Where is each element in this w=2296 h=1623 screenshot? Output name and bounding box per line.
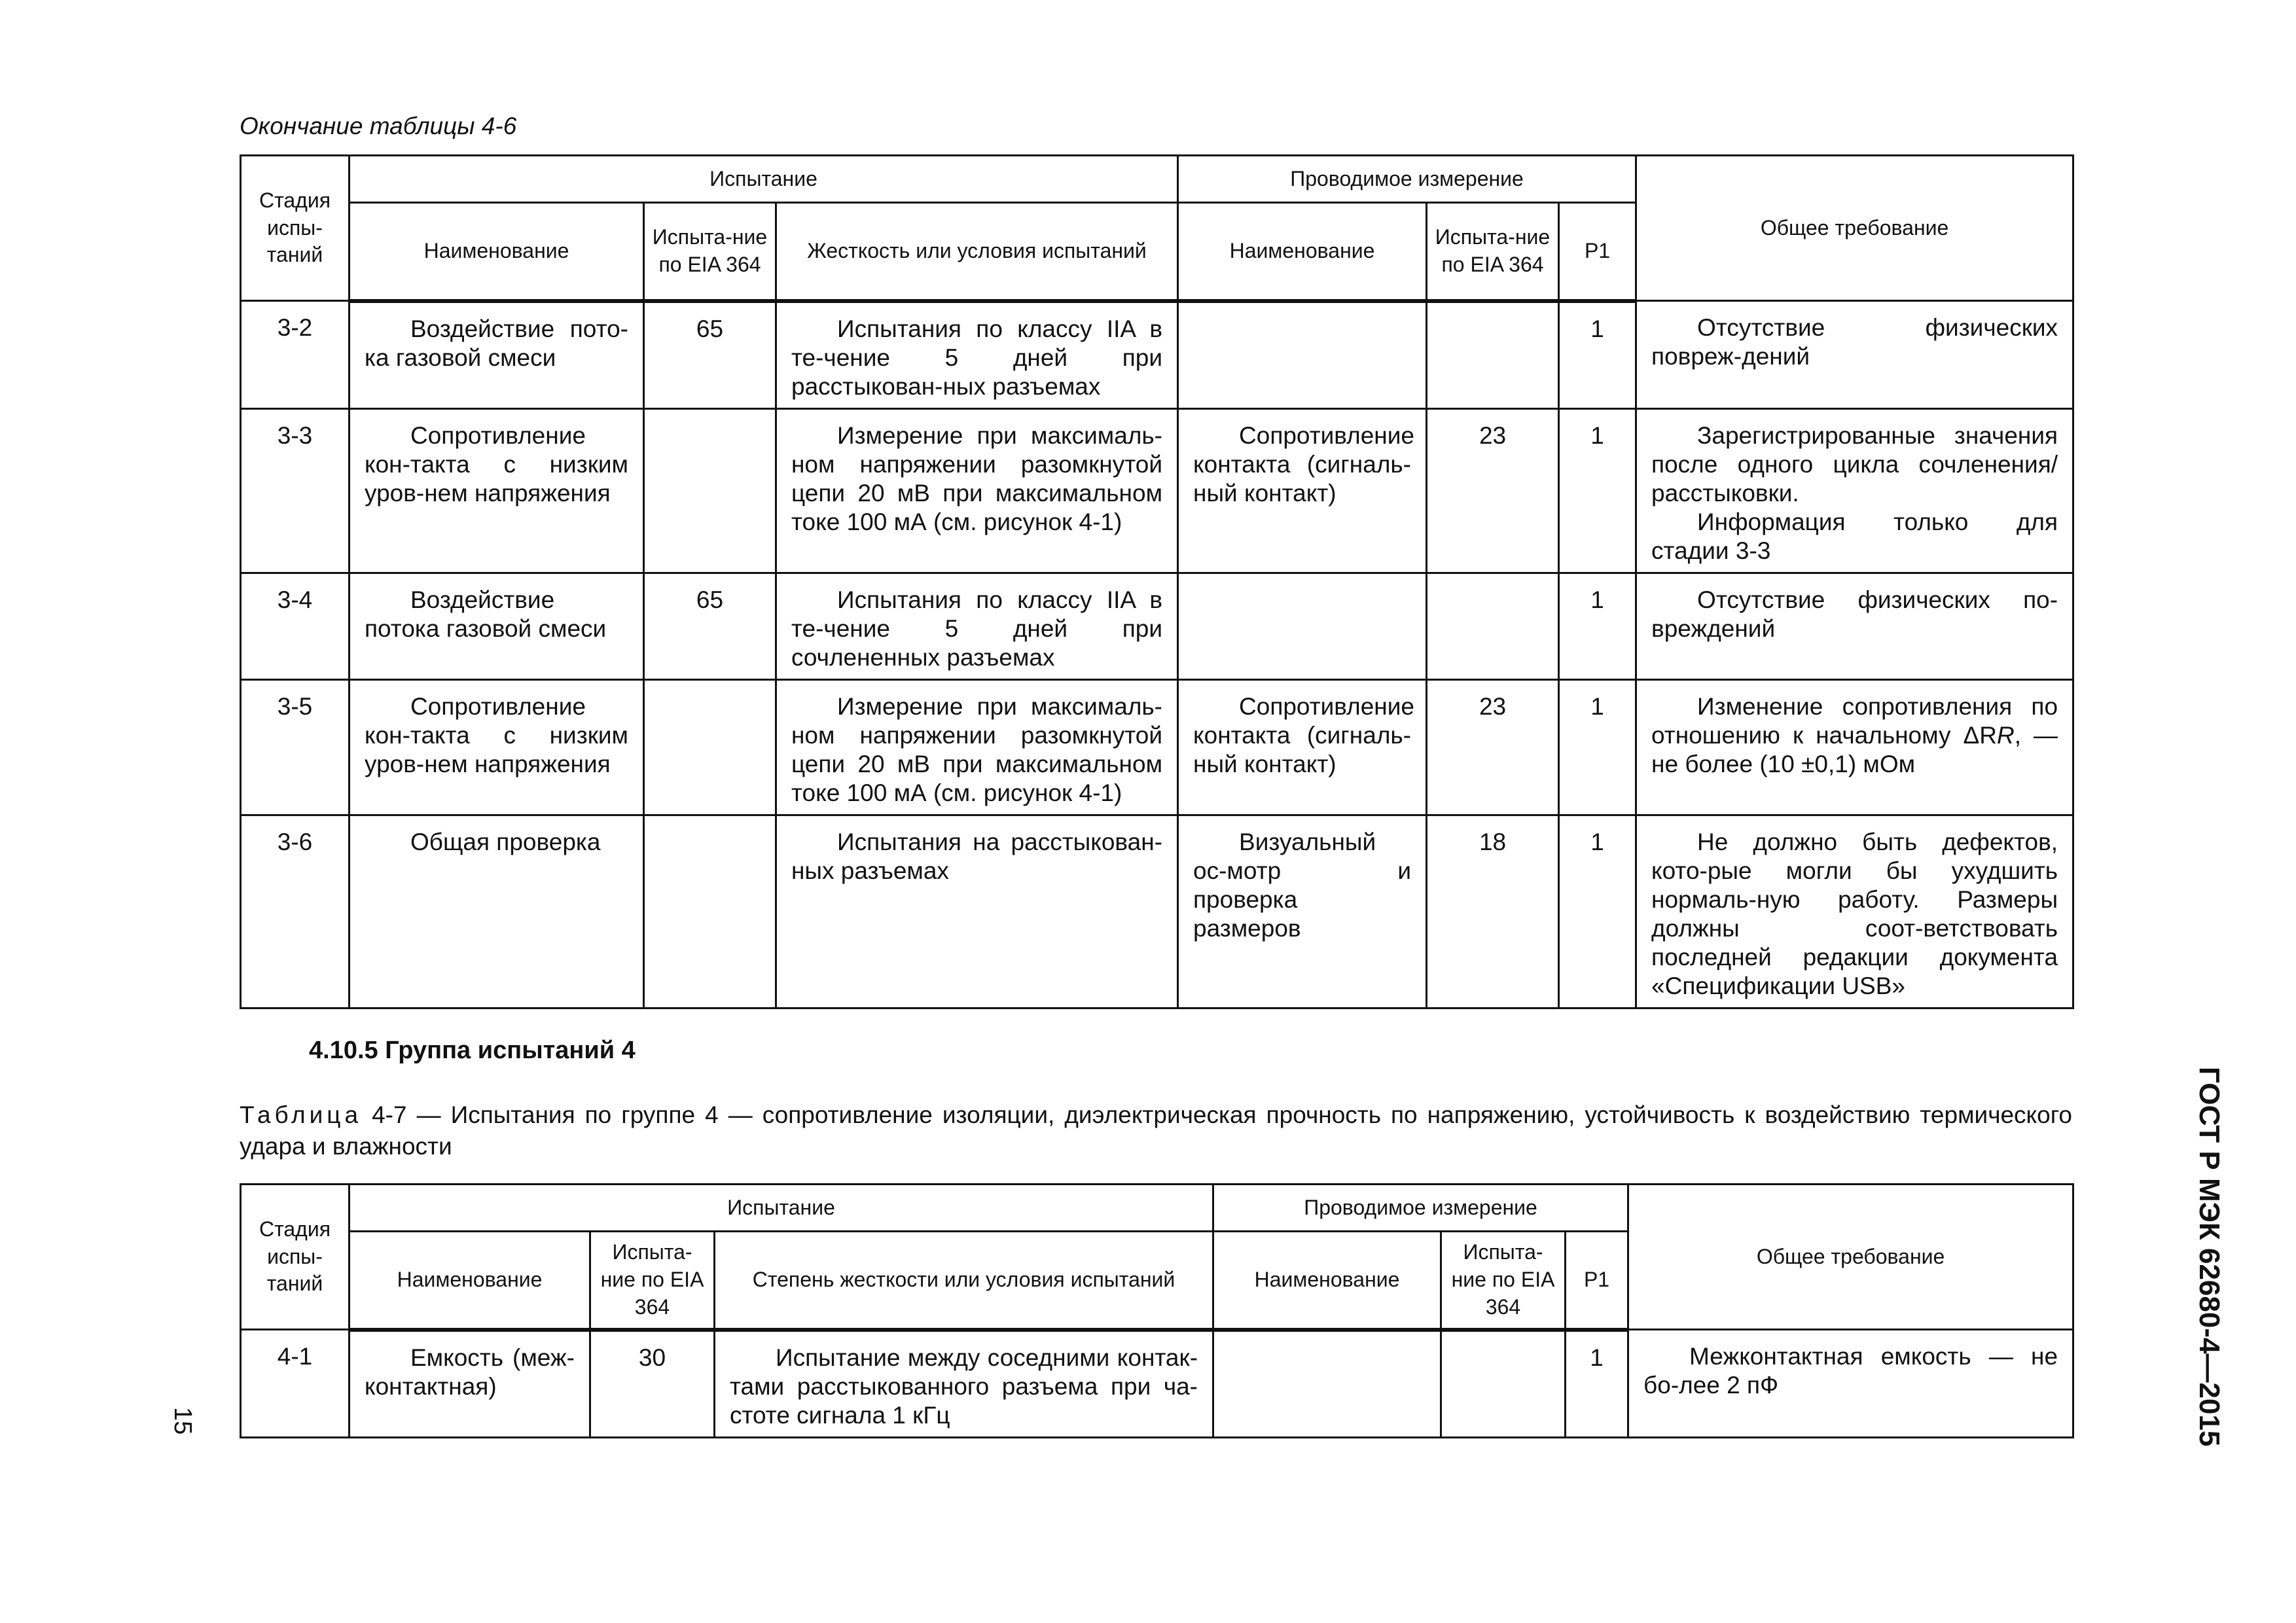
table-continuation-caption: Окончание таблицы 4-6	[240, 113, 517, 139]
requirement-paragraph: Информация только для стадии 3-3	[1651, 508, 2058, 564]
page-number: 15	[169, 1407, 196, 1435]
cell-stage: 3-4	[241, 573, 350, 679]
header-measurement-eia: Испыта-ние по EIA 364	[1441, 1232, 1566, 1330]
cell-test-name: Емкость (меж-контактная)	[350, 1330, 590, 1438]
header-p1: P1	[1566, 1232, 1628, 1330]
table-row	[241, 679, 2073, 815]
cell-requirement: Отсутствие физических по-вреждений	[1636, 573, 2073, 679]
cell-conditions: Испытания по классу IIA в те-чение 5 дней при сочлененных разъемах	[776, 573, 1178, 679]
table-row	[241, 1330, 2073, 1438]
table-4-6-end	[240, 154, 2074, 1009]
cell-measurement-name	[1178, 301, 1427, 409]
cell-p1: 1	[1559, 301, 1636, 409]
cell-stage: 3-6	[241, 815, 350, 1008]
header-measurement-name: Наименование	[1178, 203, 1427, 301]
standard-designation	[2140, 851, 2225, 1447]
cell-requirement	[1636, 408, 2073, 573]
requirement-text: , — не более (10 ±0,1) мОм	[1651, 721, 2058, 777]
cell-test-name: Воздействие потока газовой смеси	[350, 573, 644, 679]
table-4-7	[240, 1183, 2074, 1438]
cell-conditions: Измерение при максималь-ном напряжении разомкнутой цепи 20 мВ при максимальном токе 100 мА (см. рисунок 4-1)	[776, 408, 1178, 573]
cell-stage: 3-5	[241, 679, 350, 815]
cell-measurement-name: Сопротивление контакта (сигналь-ный контакт)	[1178, 679, 1427, 815]
table-row	[241, 408, 2073, 573]
requirement-symbol: R	[1996, 721, 2015, 749]
cell-test-name: Сопротивление кон-такта с низким уров-нем напряжения	[350, 408, 644, 573]
cell-stage: 4-1	[241, 1330, 350, 1438]
cell-conditions: Испытания на расстыкован-ных разъемах	[776, 815, 1178, 1008]
header-measurement-name: Наименование	[1213, 1232, 1441, 1330]
cell-test-eia	[644, 815, 776, 1008]
cell-p1: 1	[1566, 1330, 1628, 1438]
cell-requirement: Отсутствие физических повреж-дений	[1636, 301, 2073, 409]
table-row	[241, 301, 2073, 409]
cell-requirement	[1636, 679, 2073, 815]
requirement-text: Изменение сопротивления по отношению к начальному ΔR	[1651, 692, 2058, 749]
cell-test-name: Воздействие пото-ка газовой смеси	[350, 301, 644, 409]
cell-measurement-name: Визуальный ос-мотр и проверка размеров	[1178, 815, 1427, 1008]
header-stage: Стадия испы-таний	[241, 156, 350, 301]
cell-stage: 3-3	[241, 408, 350, 573]
header-test-name: Наименование	[350, 203, 644, 301]
cell-test-eia: 30	[590, 1330, 715, 1438]
header-test-eia: Испыта-ние по EIA 364	[590, 1232, 715, 1330]
header-test: Испытание	[350, 1185, 1213, 1232]
table-row	[241, 815, 2073, 1008]
header-general-requirement: Общее требование	[1628, 1185, 2073, 1330]
cell-measurement-name: Сопротивление контакта (сигналь-ный контакт)	[1178, 408, 1427, 573]
header-p1: P1	[1559, 203, 1636, 301]
cell-p1: 1	[1559, 679, 1636, 815]
cell-p1: 1	[1559, 815, 1636, 1008]
cell-measurement-eia	[1441, 1330, 1566, 1438]
cell-test-eia: 65	[644, 573, 776, 679]
table-row	[241, 573, 2073, 679]
cell-conditions: Испытания по классу IIA в те-чение 5 дней при расстыкован-ных разъемах	[776, 301, 1178, 409]
cell-stage: 3-2	[241, 301, 350, 409]
cell-p1: 1	[1559, 573, 1636, 679]
header-conditions: Степень жесткости или условия испытаний	[715, 1232, 1213, 1330]
header-conditions: Жесткость или условия испытаний	[776, 203, 1178, 301]
cell-measurement-eia: 18	[1427, 815, 1559, 1008]
caption-text: 4-7 — Испытания по группе 4 — сопротивление изоляции, диэлектрическая прочность по напряжению, устойчивость к воздействию термического удара и влажности	[240, 1101, 2072, 1160]
header-measurement: Проводимое измерение	[1178, 156, 1636, 203]
cell-measurement-eia: 23	[1427, 408, 1559, 573]
cell-test-name: Общая проверка	[350, 815, 644, 1008]
header-test-name: Наименование	[350, 1232, 590, 1330]
cell-measurement-eia	[1427, 301, 1559, 409]
caption-label: Таблица	[240, 1101, 363, 1128]
cell-requirement: Не должно быть дефектов, кото-рые могли бы ухудшить нормаль-ную работу. Размеры должны соот-ветствовать последней редакции документа «Спецификации USB»	[1636, 815, 2073, 1008]
cell-test-name: Сопротивление кон-такта с низким уров-нем напряжения	[350, 679, 644, 815]
table-4-7-caption	[240, 1099, 2072, 1162]
header-test: Испытание	[350, 156, 1178, 203]
cell-p1: 1	[1559, 408, 1636, 573]
cell-measurement-eia	[1427, 573, 1559, 679]
cell-conditions: Испытание между соседними контак-тами расстыкованного разъема при ча-стоте сигнала 1 кГц	[715, 1330, 1213, 1438]
header-test-eia: Испыта-ние по EIA 364	[644, 203, 776, 301]
cell-test-eia: 65	[644, 301, 776, 409]
header-general-requirement: Общее требование	[1636, 156, 2073, 301]
cell-requirement: Межконтактная емкость — не бо-лее 2 пФ	[1628, 1330, 2073, 1438]
section-heading: 4.10.5 Группа испытаний 4	[309, 1037, 636, 1064]
cell-measurement-name	[1213, 1330, 1441, 1438]
cell-measurement-name	[1178, 573, 1427, 679]
cell-test-eia	[644, 679, 776, 815]
cell-conditions: Измерение при максималь-ном напряжении разомкнутой цепи 20 мВ при максимальном токе 100 мА (см. рисунок 4-1)	[776, 679, 1178, 815]
requirement-paragraph: Зарегистрированные значения после одного цикла сочленения/ расстыковки.	[1651, 421, 2058, 507]
cell-measurement-eia: 23	[1427, 679, 1559, 815]
cell-test-eia	[644, 408, 776, 573]
header-measurement-eia: Испыта-ние по EIA 364	[1427, 203, 1559, 301]
header-stage: Стадия испы-таний	[241, 1185, 350, 1330]
header-measurement: Проводимое измерение	[1213, 1185, 1628, 1232]
standard-designation-text: ГОСТ Р МЭК 62680-4—2015	[2193, 1067, 2225, 1447]
